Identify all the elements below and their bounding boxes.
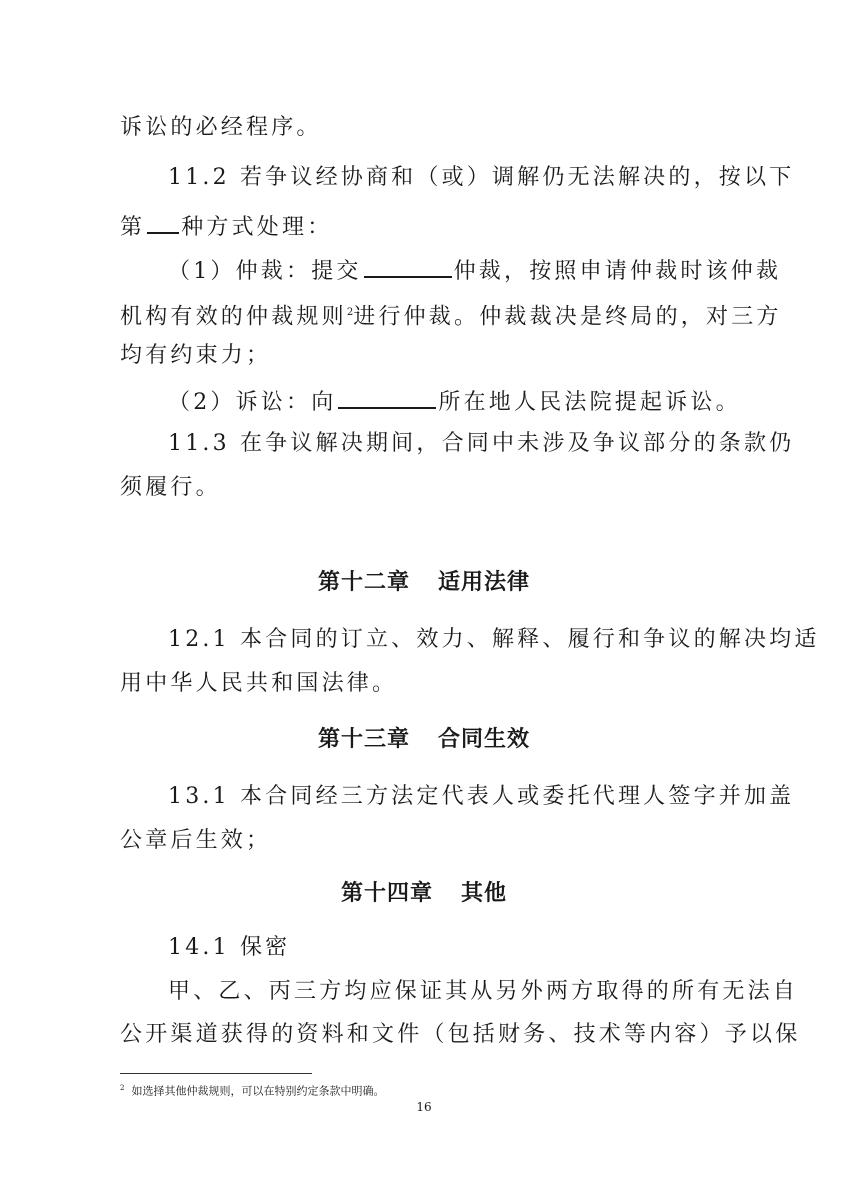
body-line: 公开渠道获得的资料和文件（包括财务、技术等内容）予以保	[120, 1022, 801, 1047]
text-fragment: 机构有效的仲裁规则	[120, 304, 347, 330]
chapter-12-heading	[0, 568, 848, 598]
text-fragment: 进行仲裁。仲裁裁决是终局的，对三方	[353, 304, 782, 330]
clause-12-1: 12.1 本合同的订立、效力、解释、履行和争议的解决均适	[168, 627, 820, 652]
chapter-title: 合同生效	[438, 727, 531, 752]
body-line: 甲、乙、丙三方均应保证其从另外两方取得的所有无法自	[168, 979, 799, 1004]
footnote-text: 如选择其他仲裁规则，可以在特别约定条款中明确。	[131, 1084, 385, 1098]
chapter-title: 其他	[461, 881, 508, 906]
chapter-title: 适用法律	[438, 570, 531, 595]
text-fragment: （1）仲裁：提交	[168, 259, 362, 284]
text-fragment: 第	[120, 215, 146, 240]
footnote-ref: 2	[346, 307, 354, 318]
chapter-number: 第十四章	[340, 881, 433, 906]
body-line: 须履行。	[120, 475, 221, 500]
fill-blank	[147, 210, 179, 234]
text-fragment: 种方式处理：	[181, 215, 333, 240]
option-arbitration	[168, 254, 781, 287]
body-line: 均有约束力；	[120, 343, 272, 368]
clause-14-1: 14.1 保密	[168, 935, 291, 960]
fill-blank	[364, 254, 452, 278]
body-line	[120, 210, 332, 243]
text-fragment: （2）诉讼：向	[168, 390, 337, 415]
clause-11-3: 11.3 在争议解决期间，合同中未涉及争议部分的条款仍	[168, 431, 795, 456]
body-line: 用中华人民共和国法律。	[120, 671, 398, 696]
clause-11-2: 11.2 若争议经协商和（或）调解仍无法解决的，按以下	[168, 165, 795, 190]
text-fragment: 所在地人民法院提起诉讼。	[438, 390, 741, 415]
chapter-number: 第十三章	[317, 727, 410, 752]
chapter-13-heading	[0, 725, 848, 755]
option-litigation	[168, 385, 741, 418]
fill-blank	[338, 385, 436, 409]
page-number: 16	[416, 1100, 432, 1114]
body-line: 公章后生效；	[120, 828, 272, 853]
chapter-number: 第十二章	[317, 570, 410, 595]
footnote	[120, 1080, 384, 1100]
text-fragment: 仲裁，按照申请仲裁时该仲裁	[453, 259, 782, 284]
chapter-14-heading	[0, 879, 848, 909]
footnote-separator	[120, 1073, 312, 1074]
body-line: 诉讼的必经程序。	[120, 115, 322, 140]
body-line	[120, 298, 782, 332]
footnote-mark: 2	[120, 1084, 125, 1092]
clause-13-1: 13.1 本合同经三方法定代表人或委托代理人签字并加盖	[168, 784, 795, 809]
